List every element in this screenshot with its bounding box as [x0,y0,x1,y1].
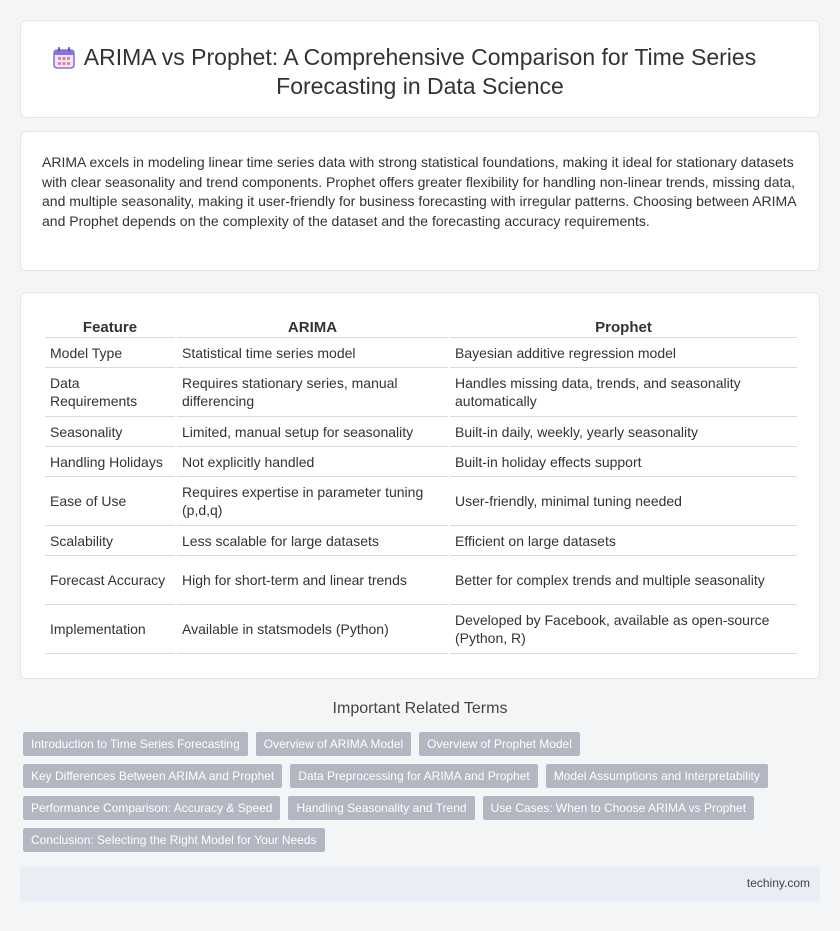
header-card [20,20,820,118]
table-row [45,368,797,417]
arima-cell: Requires stationary series, manual differencing [177,368,448,417]
page-title: ARIMA vs Prophet: A Comprehensive Comparison for Time Series Forecasting in Data Science [83,44,757,99]
feature-cell: Model Type [45,338,175,368]
prophet-cell: Built-in holiday effects support [450,447,797,477]
feature-cell: Implementation [45,605,175,654]
table-row [45,556,797,605]
tag-row [23,732,823,756]
arima-cell: Requires expertise in parameter tuning (p,d,q) [177,477,448,526]
feature-cell: Ease of Use [45,477,175,526]
related-terms-list [23,732,823,860]
footer-site-link[interactable]: techiny.com [746,876,810,890]
related-term-tag[interactable]: Key Differences Between ARIMA and Prophet [23,764,282,788]
intro-card [20,131,820,271]
column-header-feature: Feature [45,315,175,338]
feature-cell: Seasonality [45,417,175,447]
arima-cell: Not explicitly handled [177,447,448,477]
arima-cell: Less scalable for large datasets [177,526,448,556]
prophet-cell: User-friendly, minimal tuning needed [450,477,797,526]
related-term-tag[interactable]: Introduction to Time Series Forecasting [23,732,248,756]
related-term-tag[interactable]: Overview of ARIMA Model [256,732,411,756]
table-row [45,605,797,654]
related-term-tag[interactable]: Conclusion: Selecting the Right Model for Your Needs [23,828,325,852]
arima-cell: Statistical time series model [177,338,448,368]
column-header-arima: ARIMA [177,315,448,338]
prophet-cell: Efficient on large datasets [450,526,797,556]
tag-row [23,828,823,852]
related-term-tag[interactable]: Use Cases: When to Choose ARIMA vs Prophet [483,796,754,820]
table-row [45,477,797,526]
related-term-tag[interactable]: Overview of Prophet Model [419,732,580,756]
prophet-cell: Better for complex trends and multiple seasonality [450,556,797,605]
intro-paragraph: ARIMA excels in modeling linear time series data with strong statistical foundations, making it ideal for stationary datasets with clear seasonality and trend components. Prophet offers greater flexibility for handling non-linear trends, missing data, and multiple seasonality, making it user-friendly for business forecasting with irregular patterns. Choosing between ARIMA and Prophet depends on the complexity of the dataset and the forecasting accuracy requirements. [42,154,796,229]
table-row [45,526,797,556]
table-row [45,447,797,477]
arima-cell: Available in statsmodels (Python) [177,605,448,654]
tag-row [23,764,823,788]
column-header-prophet: Prophet [450,315,797,338]
table-row [45,338,797,368]
related-terms-title: Important Related Terms [332,700,508,717]
footer [20,867,820,901]
arima-cell: High for short-term and linear trends [177,556,448,605]
comparison-table [43,315,799,654]
feature-cell: Scalability [45,526,175,556]
prophet-cell: Bayesian additive regression model [450,338,797,368]
prophet-cell: Built-in daily, weekly, yearly seasonality [450,417,797,447]
comparison-table-card [20,292,820,679]
related-term-tag[interactable]: Model Assumptions and Interpretability [546,764,768,788]
related-term-tag[interactable]: Data Preprocessing for ARIMA and Prophet [290,764,537,788]
feature-cell: Data Requirements [45,368,175,417]
related-term-tag[interactable]: Handling Seasonality and Trend [288,796,474,820]
tag-row [23,796,823,820]
related-term-tag[interactable]: Performance Comparison: Accuracy & Speed [23,796,280,820]
prophet-cell: Handles missing data, trends, and seasonality automatically [450,368,797,417]
prophet-cell: Developed by Facebook, available as open-source (Python, R) [450,605,797,654]
table-header-row [45,315,797,338]
feature-cell: Handling Holidays [45,447,175,477]
feature-cell: Forecast Accuracy [45,556,175,605]
arima-cell: Limited, manual setup for seasonality [177,417,448,447]
table-row [45,417,797,447]
